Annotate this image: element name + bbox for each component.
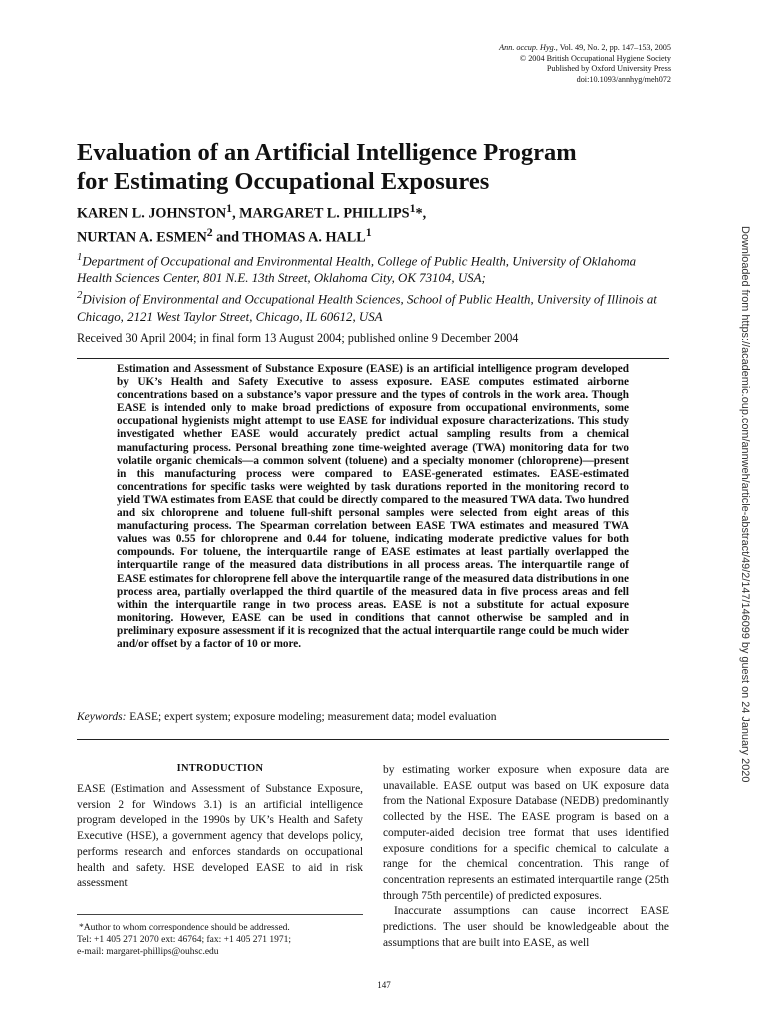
author-affiliation-mark: 1 (226, 201, 233, 215)
affiliation-1 (77, 249, 667, 287)
author-johnston: KAREN L. JOHNSTON (77, 205, 227, 222)
copyright-line: © 2004 British Occupational Hygiene Society (519, 53, 671, 63)
affiliation-2 (77, 287, 667, 325)
body-paragraph: Inaccurate assumptions can cause incorrect EASE predictions. The user should be knowledgeable about the assumptions that are built into EASE, as well (383, 905, 669, 949)
footnote-email[interactable]: e-mail: margaret-phillips@ouhsc.edu (77, 947, 219, 957)
download-watermark (738, 226, 752, 800)
affiliation-number: 2 (77, 289, 83, 302)
author-conjunction: and (212, 229, 243, 246)
author-affiliation-mark: 2 (206, 224, 213, 239)
publication-history: Received 30 April 2004; in final form 13 August 2004; published online 9 December 2004 (77, 331, 519, 345)
keywords-text: EASE; expert system; exposure modeling; measurement data; model evaluation (126, 711, 497, 723)
journal-citation-block (499, 43, 671, 85)
journal-volume-line (499, 43, 671, 54)
footnote-line: *Author to whom correspondence should be addressed. (79, 923, 290, 933)
body-column-right (383, 763, 669, 951)
journal-name: Ann. occup. Hyg. (499, 43, 556, 52)
affiliation-list (77, 249, 667, 326)
author-separator: , (232, 205, 240, 222)
article-title (77, 138, 677, 196)
body-column-left (77, 762, 363, 892)
author-list (77, 199, 677, 246)
doi-link[interactable]: doi:10.1093/annhyg/meh072 (576, 74, 671, 84)
title-line-1: Evaluation of an Artificial Intelligence Program (77, 139, 577, 166)
divider-bottom (77, 739, 669, 740)
publisher-line: Published by Oxford University Press (546, 64, 671, 73)
abstract: Estimation and Assessment of Substance Exposure (EASE) is an artificial intelligence program developed by UK’s Health and Safety Executive to assess exposure. EASE computes estimated airborne concentrations based on a substance’s vapor pressure and the types of controls in the work area. Though EASE is intended only to make broad predictions of exposure from occupational environments, some occupational hygienists might attempt to use EASE for individual exposure characterizations. This study investigated whether EASE would accurately predict actual sampling results from a chemical manufacturing process. Personal breathing zone time-weighted average (TWA) monitoring data for two volatile organic chemicals—a common solvent (toluene) and a specialty monomer (chloroprene)—present in this manufacturing process were compared to EASE-generated estimates. EASE-estimated concentrations for specific tasks were weighted by task durations reported in the monitoring record to yield TWA estimates from EASE that could be directly compared to the measured TWA data. Two hundred and six chloroprene and toluene full-shift personal samples were selected from eight areas of this manufacturing process. The Spearman correlation between EASE TWA estimates and measured TWA values was 0.55 for chloroprene and 0.44 for toluene, indicating moderate predictive values for both compounds. For toluene, the interquartile range of EASE estimates at least partially overlapped the interquartile range of the measured data distributions in all process areas. The interquartile range of EASE estimates for chloroprene fell above the interquartile range of the measured data distributions in one process area, partially overlapped the third quartile of the measured data in five process areas and fell within the interquartile range in two process areas. EASE is not a substitute for actual exposure monitoring. However, EASE can be used in conditions that cannot otherwise be sampled and in preliminary exposure assessment if it is recognized that the actual interquartile range could be much wider and/or offset by a factor of 10 or more. (117, 363, 629, 650)
author-hall: THOMAS A. HALL (242, 229, 366, 246)
title-line-2: for Estimating Occupational Exposures (77, 168, 490, 195)
affiliation-number: 1 (77, 251, 83, 263)
author-phillips: MARGARET L. PHILLIPS (239, 205, 410, 222)
keywords-label: Keywords: (77, 711, 127, 723)
divider-top (77, 358, 669, 359)
body-paragraph: EASE (Estimation and Assessment of Substance Exposure, version 2 for Windows 3.1) is an artificial intelligence program developed in the 1990s by UK’s Health and Safety Executive (HSE), a government agency that develops policy, performs research and enforces standards on occupational health and safety. HSE developed EASE to aid in risk assessment (77, 783, 363, 890)
affiliation-text: Division of Environmental and Occupational Health Sciences, School of Public Health, University of Illinois at Chicago, 2121 West Taylor Street, Chicago, IL 60612, USA (77, 292, 657, 324)
footnote-contact-phone: Tel: +1 405 271 2070 ext: 46764; fax: +1 405 271 1971; (77, 935, 292, 945)
correspondence-footnote (77, 922, 363, 958)
footnote-divider (77, 914, 363, 915)
corresponding-author-mark: *, (415, 205, 427, 222)
author-affiliation-mark: 1 (365, 224, 372, 239)
page-number: 147 (377, 980, 391, 990)
volume-info: , Vol. 49, No. 2, pp. 147–153, 2005 (555, 43, 671, 52)
body-paragraph: by estimating worker exposure when exposure data are unavailable. EASE output was based on UK exposure data from the National Exposure Database (NEDB) predominantly collected by the HSE. The EASE program is based on a computer-aided decision tree format that uses identified exposure conditions for a specific chemical to calculate a range for the chemical concentration. This range of concentration represents an estimated interquartile range (25th through 75th percentile) of predicted exposures. (383, 764, 669, 902)
download-watermark-text: Downloaded from https://academic.oup.com/annweh/article-abstract/49/2/147/146099 by guest on 24 January 2020 (739, 226, 751, 783)
author-esmen: NURTAN A. ESMEN (77, 229, 207, 246)
section-heading-introduction: INTRODUCTION (176, 763, 264, 774)
author-affiliation-mark: 1 (409, 201, 416, 215)
keywords (77, 710, 669, 724)
affiliation-text: Department of Occupational and Environmental Health, College of Public Health, University of Oklahoma Health Sciences Center, 801 N.E. 13th Street, Oklahoma City, OK 73104, USA; (77, 254, 637, 286)
